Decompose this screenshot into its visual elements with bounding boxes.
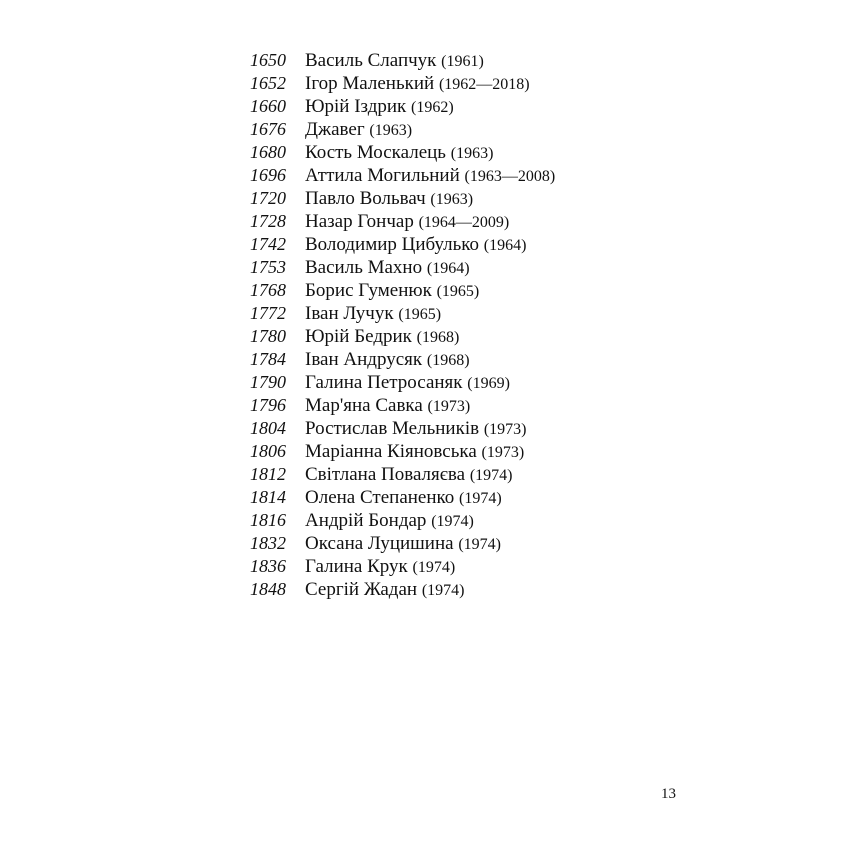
entry-page-number: 1806 [250,441,286,461]
author-years: (1968) [416,329,460,346]
author-index-list [228,49,668,601]
author-name: Андрій Бондар (1974) [305,510,474,531]
author-name: Мар'яна Савка (1973) [305,395,471,416]
list-item [228,256,668,279]
author-name: Олена Степаненко (1974) [305,487,502,508]
entry-page-number: 1836 [250,556,286,576]
entry-page-number: 1753 [250,257,286,277]
list-item [228,509,668,532]
entry-page-number: 1772 [250,303,286,323]
entry-page-number: 1790 [250,372,286,392]
entry-page-number: 1768 [250,280,286,300]
author-years: (1963—2008) [464,168,556,185]
entry-page-number: 1650 [250,50,286,70]
author-name: Ігор Маленький (1962—2018) [305,73,530,94]
list-item [228,417,668,440]
author-name: Маріанна Кіяновська (1973) [305,441,525,462]
author-years: (1968) [426,352,470,369]
author-name: Василь Слапчук (1961) [305,50,484,71]
author-name: Василь Махно (1964) [305,257,470,278]
author-years: (1963) [369,122,413,139]
author-name: Галина Петросаняк (1969) [305,372,510,393]
author-name: Кость Москалець (1963) [305,142,494,163]
list-item [228,348,668,371]
author-name: Галина Крук (1974) [305,556,456,577]
author-years: (1974) [459,490,502,507]
entry-page-number: 1804 [250,418,286,438]
author-name: Ростислав Мельників (1973) [305,418,527,439]
list-item [228,210,668,233]
author-years: (1974) [421,582,465,599]
author-name: Оксана Луцишина (1974) [305,533,501,554]
list-item [228,233,668,256]
author-name: Павло Вольвач (1963) [305,188,474,209]
entry-page-number: 1660 [250,96,286,116]
entry-page-number: 1816 [250,510,286,530]
entry-page-number: 1784 [250,349,286,369]
author-name: Юрій Іздрик (1962) [305,96,454,117]
list-item [228,141,668,164]
author-years: (1973) [483,421,527,438]
author-name: Світлана Поваляєва (1974) [305,464,513,485]
author-years: (1974) [431,513,474,530]
entry-page-number: 1848 [250,579,286,599]
list-item [228,532,668,555]
list-item [228,578,668,601]
author-years: (1962—2018) [438,76,530,93]
list-item [228,463,668,486]
author-name: Іван Андрусяк (1968) [305,349,470,370]
list-item [228,302,668,325]
list-item [228,164,668,187]
list-item [228,72,668,95]
author-years: (1969) [467,375,510,392]
author-name: Сергій Жадан (1974) [305,579,465,600]
author-years: (1973) [481,444,525,461]
author-name: Аттила Могильний (1963—2008) [305,165,556,186]
entry-page-number: 1780 [250,326,286,346]
entry-page-number: 1652 [250,73,286,93]
author-years: (1973) [427,398,471,415]
entry-page-number: 1676 [250,119,286,139]
entry-page-number: 1812 [250,464,286,484]
author-name: Володимир Цибулько (1964) [305,234,527,255]
list-item [228,440,668,463]
author-years: (1961) [441,53,484,70]
list-item [228,486,668,509]
author-years: (1964) [426,260,470,277]
author-years: (1974) [412,559,456,576]
author-years: (1962) [411,99,454,116]
page-number: 13 [661,786,676,802]
entry-page-number: 1696 [250,165,286,185]
author-years: (1974) [458,536,501,553]
list-item [228,187,668,210]
list-item [228,555,668,578]
author-years: (1965) [398,306,442,323]
entry-page-number: 1796 [250,395,286,415]
author-name: Борис Гуменюк (1965) [305,280,480,301]
entry-page-number: 1814 [250,487,286,507]
list-item [228,118,668,141]
author-name: Джавег (1963) [305,119,413,140]
entry-page-number: 1832 [250,533,286,553]
author-years: (1963) [450,145,494,162]
author-name: Іван Лучук (1965) [305,303,442,324]
author-years: (1963) [430,191,474,208]
author-years: (1964—2009) [418,214,510,231]
list-item [228,394,668,417]
list-item [228,279,668,302]
author-name: Юрій Бедрик (1968) [305,326,460,347]
author-years: (1974) [469,467,513,484]
list-item [228,49,668,72]
author-name: Назар Гончар (1964—2009) [305,211,510,232]
entry-page-number: 1680 [250,142,286,162]
list-item [228,325,668,348]
author-years: (1965) [436,283,480,300]
entry-page-number: 1720 [250,188,286,208]
author-years: (1964) [483,237,527,254]
entry-page-number: 1728 [250,211,286,231]
entry-page-number: 1742 [250,234,286,254]
list-item [228,95,668,118]
list-item [228,371,668,394]
